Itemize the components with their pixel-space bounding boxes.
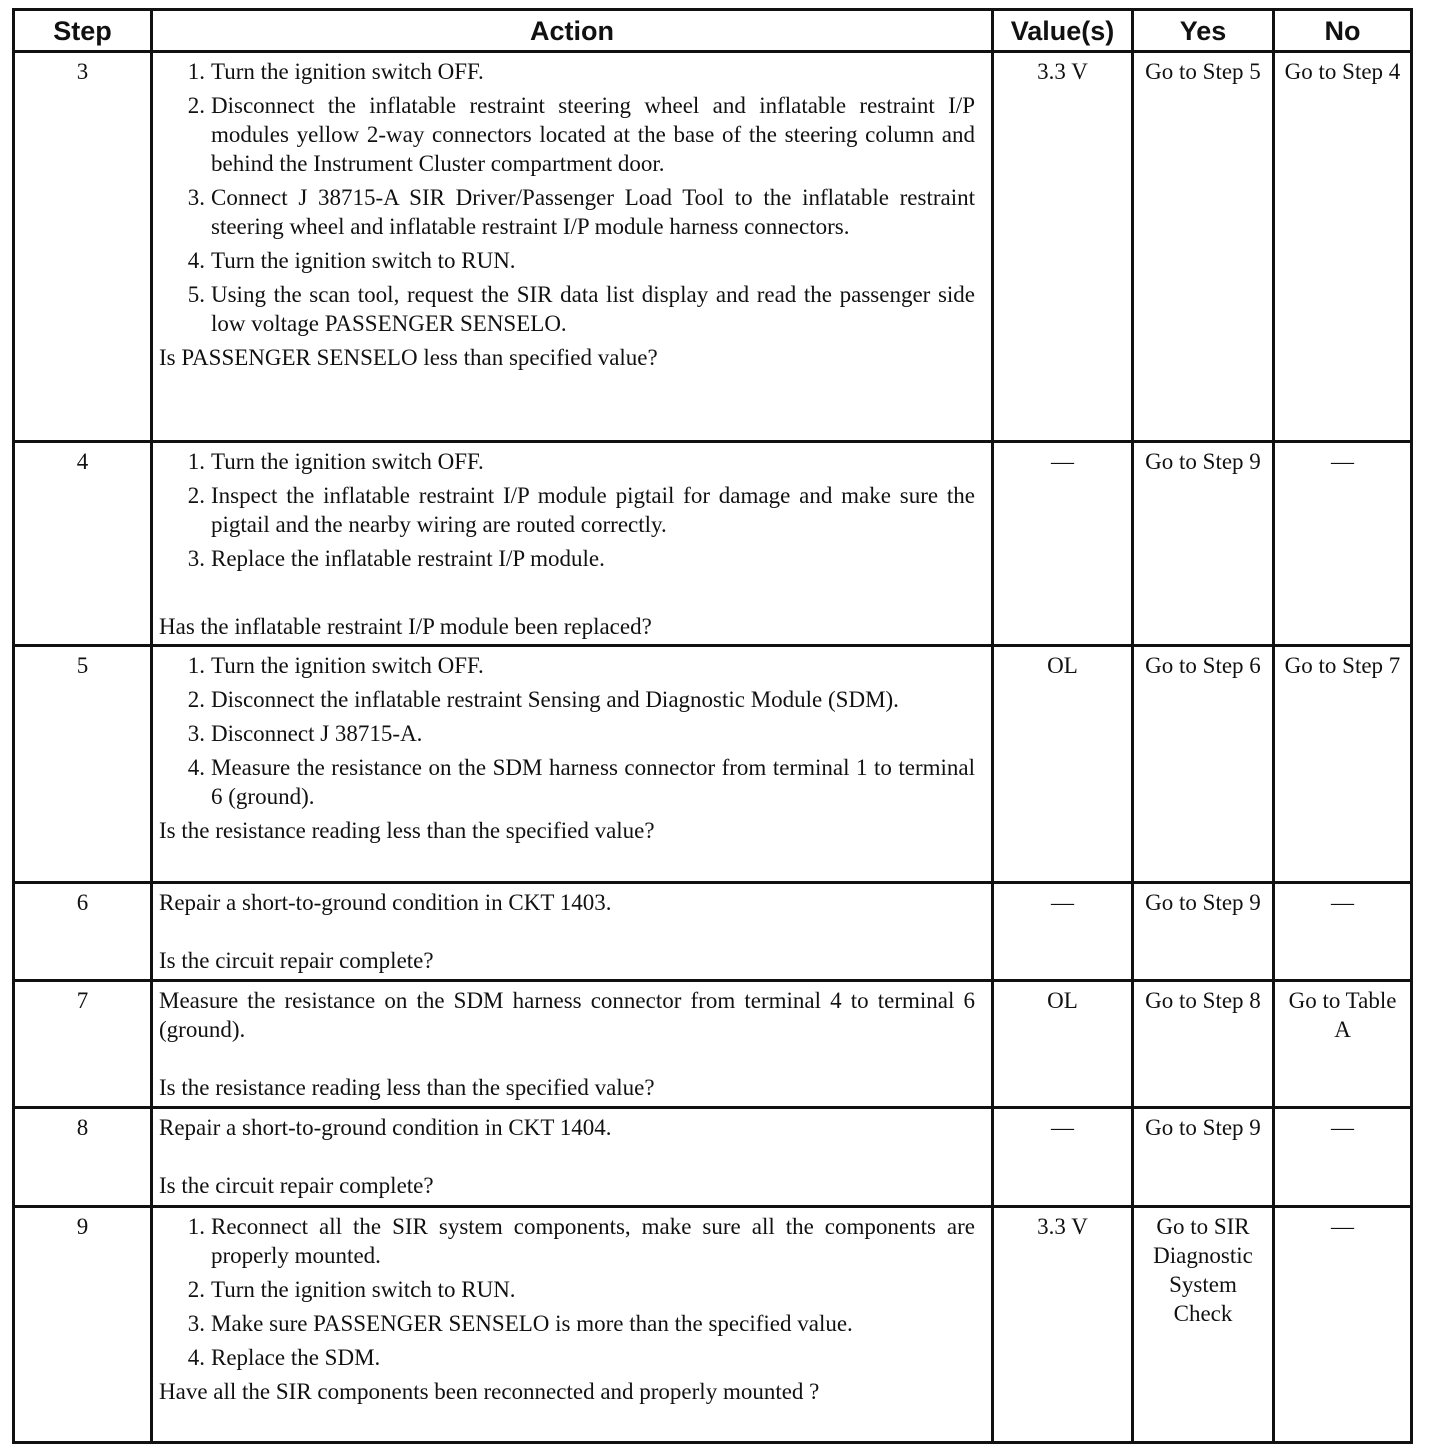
yes-action: Go to Step 9 xyxy=(1133,1108,1274,1207)
table-row xyxy=(14,442,1412,646)
action-cell xyxy=(152,646,993,883)
action-steps xyxy=(159,651,975,811)
item-number: 2. xyxy=(187,483,205,508)
no-action: — xyxy=(1274,1108,1412,1207)
step-number: 7 xyxy=(14,981,152,1108)
step-number: 5 xyxy=(14,646,152,883)
step-question: Have all the SIR components been reconnected and properly mounted ? xyxy=(159,1379,820,1404)
spec-value: 3.3 V xyxy=(993,52,1133,442)
step-question: Has the inflatable restraint I/P module been replaced? xyxy=(159,614,652,639)
item-number: 2. xyxy=(187,687,205,712)
no-action: Go to Step 4 xyxy=(1274,52,1412,442)
action-text: Repair a short-to-ground condition in CKT 1403. xyxy=(159,890,612,915)
item-text: Inspect the inflatable restraint I/P module pigtail for damage and make sure the pigtail and the nearby wiring are routed correctly. xyxy=(211,483,975,537)
item-number: 5. xyxy=(187,282,205,307)
item-number: 1. xyxy=(187,653,205,678)
item-text: Make sure PASSENGER SENSELO is more than the specified value. xyxy=(211,1311,853,1336)
item-number: 3. xyxy=(187,546,205,571)
step-number: 9 xyxy=(14,1207,152,1443)
header-yes: Yes xyxy=(1133,10,1274,52)
item-text: Turn the ignition switch OFF. xyxy=(211,449,484,474)
step-question: Is PASSENGER SENSELO less than specified value? xyxy=(159,345,658,370)
action-cell xyxy=(152,52,993,442)
spec-value: 3.3 V xyxy=(993,1207,1133,1443)
yes-action: Go to Step 8 xyxy=(1133,981,1274,1108)
list-item xyxy=(159,1212,975,1270)
item-text: Using the scan tool, request the SIR data list display and read the passenger side low voltage PASSENGER SENSELO. xyxy=(211,282,975,336)
no-action: — xyxy=(1274,883,1412,981)
item-number: 2. xyxy=(187,1277,205,1302)
header-no: No xyxy=(1274,10,1412,52)
list-item xyxy=(159,57,975,86)
item-text: Disconnect the inflatable restraint steering wheel and inflatable restraint I/P modules yellow 2-way connectors located at the base of the steering column and behind the Instrument Cluster compartment door. xyxy=(211,93,975,176)
spec-value: — xyxy=(993,883,1133,981)
item-text: Disconnect J 38715-A. xyxy=(211,721,423,746)
list-item xyxy=(159,544,975,573)
table-row xyxy=(14,1108,1412,1207)
spec-value: — xyxy=(993,1108,1133,1207)
item-number: 1. xyxy=(187,59,205,84)
item-number: 4. xyxy=(187,248,205,273)
action-cell xyxy=(152,442,993,646)
yes-action: Go to Step 6 xyxy=(1133,646,1274,883)
step-question: Is the resistance reading less than the specified value? xyxy=(159,818,655,843)
list-item xyxy=(159,685,975,714)
step-question: Is the circuit repair complete? xyxy=(159,948,434,973)
list-item xyxy=(159,447,975,476)
item-number: 4. xyxy=(187,755,205,780)
step-question: Is the circuit repair complete? xyxy=(159,1173,434,1198)
item-text: Turn the ignition switch to RUN. xyxy=(211,1277,516,1302)
list-item xyxy=(159,481,975,539)
list-item xyxy=(159,651,975,680)
list-item xyxy=(159,91,975,178)
item-number: 2. xyxy=(187,93,205,118)
yes-action: Go to SIR Diagnostic System Check xyxy=(1133,1207,1274,1443)
table-row xyxy=(14,52,1412,442)
step-number: 3 xyxy=(14,52,152,442)
list-item xyxy=(159,753,975,811)
item-text: Disconnect the inflatable restraint Sensing and Diagnostic Module (SDM). xyxy=(211,687,899,712)
yes-action: Go to Step 9 xyxy=(1133,442,1274,646)
action-steps xyxy=(159,57,975,338)
item-number: 3. xyxy=(187,185,205,210)
item-text: Measure the resistance on the SDM harness connector from terminal 1 to terminal 6 (ground). xyxy=(211,755,975,809)
header-step: Step xyxy=(14,10,152,52)
header-action: Action xyxy=(152,10,993,52)
list-item xyxy=(159,1275,975,1304)
list-item xyxy=(159,719,975,748)
spec-value: — xyxy=(993,442,1133,646)
action-steps xyxy=(159,1212,975,1372)
yes-action: Go to Step 9 xyxy=(1133,883,1274,981)
table-row xyxy=(14,883,1412,981)
item-text: Turn the ignition switch OFF. xyxy=(211,653,484,678)
action-text: Measure the resistance on the SDM harness connector from terminal 4 to terminal 6 (ground). xyxy=(159,988,975,1042)
header-row xyxy=(14,10,1412,52)
action-cell xyxy=(152,981,993,1108)
table-row xyxy=(14,1207,1412,1443)
no-action: Go to Table A xyxy=(1274,981,1412,1108)
item-text: Turn the ignition switch to RUN. xyxy=(211,248,516,273)
step-number: 8 xyxy=(14,1108,152,1207)
action-cell xyxy=(152,1207,993,1443)
item-number: 3. xyxy=(187,1311,205,1336)
item-number: 1. xyxy=(187,1214,205,1239)
spec-value: OL xyxy=(993,646,1133,883)
item-text: Connect J 38715-A SIR Driver/Passenger Load Tool to the inflatable restraint steering wheel and inflatable restraint I/P module harness connectors. xyxy=(211,185,975,239)
no-action: — xyxy=(1274,1207,1412,1443)
header-values: Value(s) xyxy=(993,10,1133,52)
yes-action: Go to Step 5 xyxy=(1133,52,1274,442)
no-action: Go to Step 7 xyxy=(1274,646,1412,883)
item-number: 4. xyxy=(187,1345,205,1370)
step-number: 4 xyxy=(14,442,152,646)
list-item xyxy=(159,183,975,241)
table-row xyxy=(14,646,1412,883)
item-number: 3. xyxy=(187,721,205,746)
action-steps xyxy=(159,447,975,573)
list-item xyxy=(159,1343,975,1372)
list-item xyxy=(159,1309,975,1338)
no-action: — xyxy=(1274,442,1412,646)
step-number: 6 xyxy=(14,883,152,981)
diagnostic-table xyxy=(12,8,1413,1444)
action-cell xyxy=(152,883,993,981)
item-text: Replace the SDM. xyxy=(211,1345,381,1370)
item-text: Reconnect all the SIR system components, make sure all the components are properly mounted. xyxy=(211,1214,975,1268)
table-row xyxy=(14,981,1412,1108)
action-text: Repair a short-to-ground condition in CKT 1404. xyxy=(159,1115,612,1140)
step-question: Is the resistance reading less than the specified value? xyxy=(159,1075,655,1100)
item-text: Turn the ignition switch OFF. xyxy=(211,59,484,84)
item-text: Replace the inflatable restraint I/P module. xyxy=(211,546,605,571)
list-item xyxy=(159,280,975,338)
list-item xyxy=(159,246,975,275)
action-cell xyxy=(152,1108,993,1207)
item-number: 1. xyxy=(187,449,205,474)
spec-value: OL xyxy=(993,981,1133,1108)
